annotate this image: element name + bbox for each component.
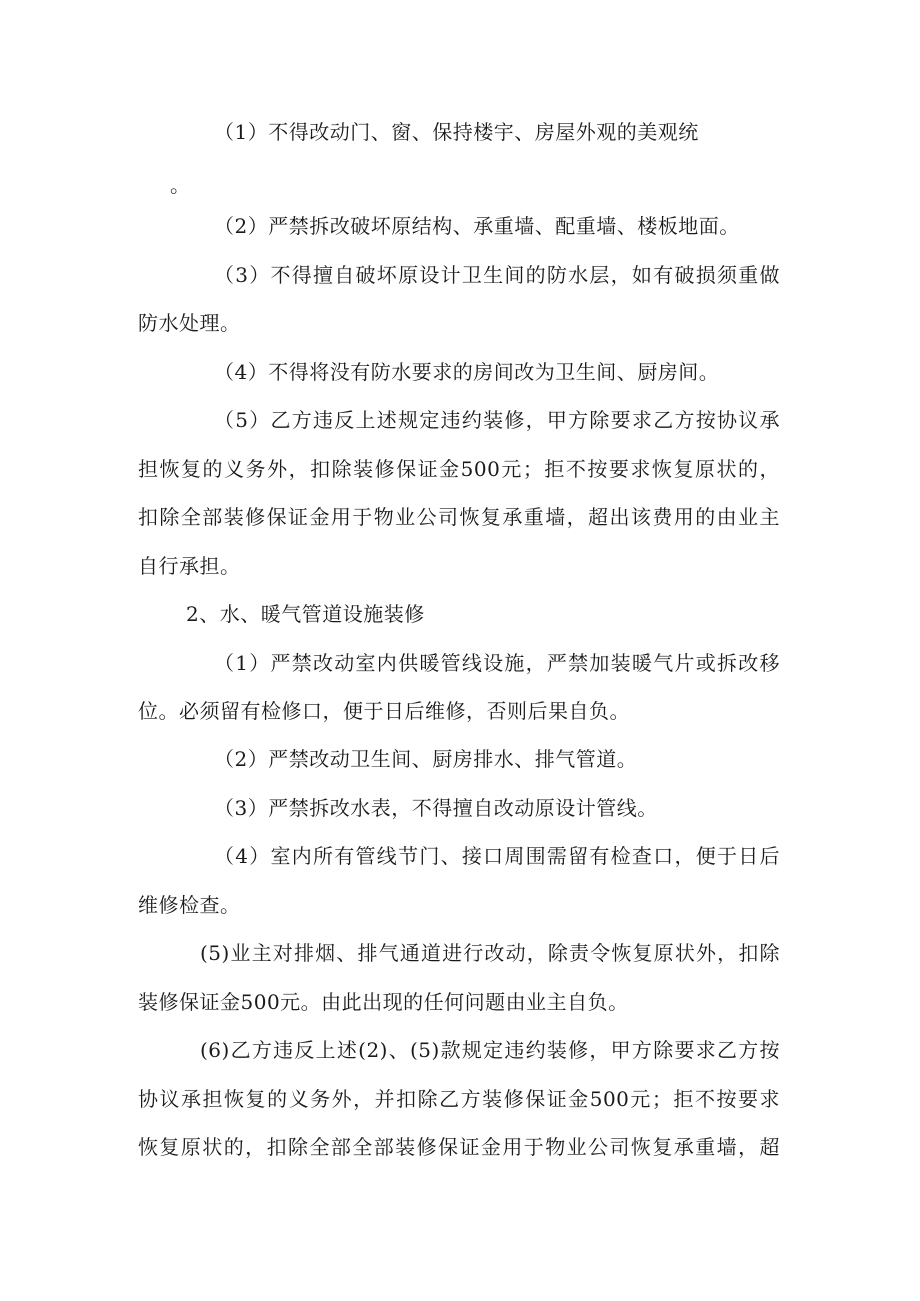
paragraph-line: 扣除全部装修保证金用于物业公司恢复承重墙，超出该费用的由业主 xyxy=(138,505,780,529)
paragraph-line: （1）不得改动门、窗、保持楼宇、房屋外观的美观统 xyxy=(214,120,699,144)
paragraph-line: （2）严禁改动卫生间、厨房排水、排气管道。 xyxy=(214,747,638,771)
paragraph-line: 位。必须留有检修口，便于日后维修，否则后果自负。 xyxy=(138,699,630,723)
paragraph-line: （3）严禁拆改水表，不得擅自改动原设计管线。 xyxy=(214,796,658,820)
paragraph-line: （3）不得擅自破坏原设计卫生间的防水层，如有破损须重做 xyxy=(214,263,780,287)
paragraph-line: (6)乙方违反上述(2)、(5)款规定违约装修，甲方除要求乙方按 xyxy=(200,1038,780,1062)
paragraph-line: 自行承担。 xyxy=(138,554,241,578)
paragraph-line: （2）严禁拆改破坏原结构、承重墙、配重墙、楼板地面。 xyxy=(214,214,740,238)
paragraph-line: （4）室内所有管线节门、接口周围需留有检查口，便于日后 xyxy=(214,844,780,868)
paragraph-line: （1）严禁改动室内供暖管线设施，严禁加装暖气片或拆改移 xyxy=(214,651,780,675)
paragraph-line: (5)业主对排烟、排气通道进行改动，除责令恢复原状外，扣除 xyxy=(200,941,780,965)
paragraph-line: 装修保证金500元。由此出现的任何问题由业主自负。 xyxy=(138,990,629,1014)
paragraph-line: 恢复原状的，扣除全部全部装修保证金用于物业公司恢复承重墙，超 xyxy=(138,1135,780,1159)
paragraph-line: 担恢复的义务外，扣除装修保证金500元；拒不按要求恢复原状的， xyxy=(138,457,780,481)
paragraph-line: （5）乙方违反上述规定违约装修，甲方除要求乙方按协议承 xyxy=(214,408,780,432)
paragraph-line: （4）不得将没有防水要求的房间改为卫生间、厨房间。 xyxy=(214,360,720,384)
paragraph-line: 协议承担恢复的义务外，并扣除乙方装修保证金500元；拒不按要求 xyxy=(138,1087,780,1111)
paragraph-line: 防水处理。 xyxy=(138,311,241,335)
paragraph-line: 。 xyxy=(170,173,191,197)
paragraph-line: 维修检查。 xyxy=(138,893,241,917)
section-heading: 2、水、暖气管道设施装修 xyxy=(186,602,425,626)
